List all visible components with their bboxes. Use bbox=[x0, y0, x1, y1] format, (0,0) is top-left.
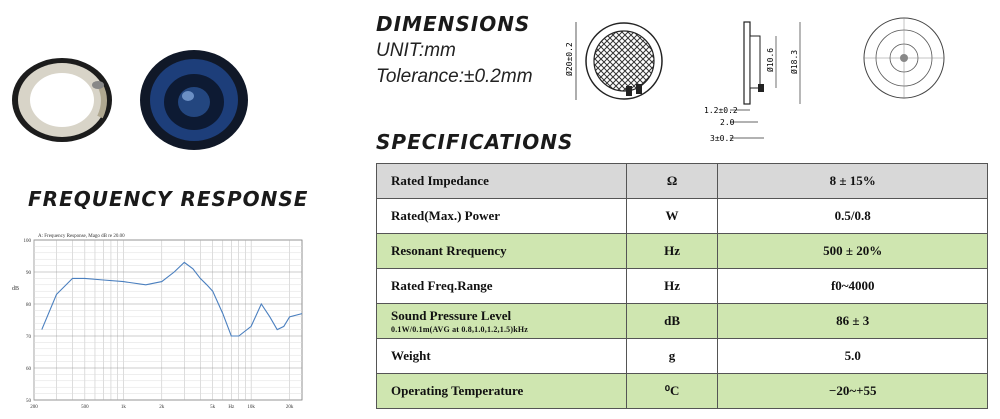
spec-row bbox=[377, 339, 988, 374]
spec-value: −20~+55 bbox=[718, 374, 988, 409]
inner-diameter-label: Ø10.6 bbox=[766, 47, 775, 72]
graph-y-tick: 80 bbox=[26, 303, 31, 308]
spec-row bbox=[377, 304, 988, 339]
graph-y-tick: 60 bbox=[26, 367, 31, 372]
spec-unit: dB bbox=[626, 304, 718, 339]
spec-param-label: Rated Impedance bbox=[391, 173, 489, 188]
dimensions-heading: DIMENSIONS bbox=[376, 12, 531, 36]
spec-param-label: Sound Pressure Level bbox=[391, 308, 512, 323]
graph-x-tick: 1k bbox=[120, 405, 126, 410]
graph-x-tick: Hz bbox=[228, 405, 235, 410]
spec-param bbox=[377, 234, 627, 269]
rear-view-drawing bbox=[862, 16, 946, 100]
spec-row bbox=[377, 234, 988, 269]
side-view-drawing bbox=[700, 14, 812, 154]
spec-unit: Hz bbox=[626, 234, 718, 269]
spec-value: 500 ± 20% bbox=[718, 234, 988, 269]
spec-param bbox=[377, 304, 627, 339]
spec-row bbox=[377, 374, 988, 409]
spec-unit: Ω bbox=[626, 164, 718, 199]
spec-row bbox=[377, 269, 988, 304]
spec-row bbox=[377, 199, 988, 234]
spec-value: f0~4000 bbox=[718, 269, 988, 304]
spec-param-label: Rated(Max.) Power bbox=[391, 208, 501, 223]
spec-param bbox=[377, 339, 627, 374]
spec-unit: W bbox=[626, 199, 718, 234]
graph-x-tick: 200 bbox=[30, 405, 38, 410]
body-diameter-label: Ø18.3 bbox=[790, 49, 799, 74]
specifications-heading: SPECIFICATIONS bbox=[376, 130, 574, 154]
spec-param-sublabel: 0.1W/0.1m(AVG at 0.8,1.0,1.2,1.5)kHz bbox=[391, 325, 529, 334]
graph-ylabel: dB bbox=[12, 286, 20, 292]
dim-c-label: 3±0.2 bbox=[710, 134, 735, 143]
spec-param bbox=[377, 374, 627, 409]
graph-x-tick: 20k bbox=[285, 405, 294, 410]
front-view-drawing bbox=[562, 14, 672, 108]
spec-param-label: Weight bbox=[391, 348, 431, 363]
speaker-ring-photo bbox=[8, 55, 116, 145]
graph-x-tick: 10k bbox=[247, 405, 255, 410]
spec-param bbox=[377, 199, 627, 234]
graph-y-tick: 90 bbox=[26, 271, 31, 276]
spec-value: 5.0 bbox=[718, 339, 988, 374]
spec-param-label: Operating Temperature bbox=[391, 383, 524, 398]
graph-x-tick: 500 bbox=[81, 405, 89, 410]
spec-param bbox=[377, 269, 627, 304]
spec-param-label: Rated Freq.Range bbox=[391, 278, 493, 293]
graph-x-tick: 5k bbox=[210, 405, 216, 410]
spec-value: 8 ± 15% bbox=[718, 164, 988, 199]
frequency-response-graph bbox=[8, 230, 308, 415]
graph-y-tick: 100 bbox=[23, 239, 31, 244]
spec-row bbox=[377, 164, 988, 199]
dim-b-label: 2.0 bbox=[720, 118, 735, 127]
unit-text: UNIT:mm bbox=[376, 40, 456, 61]
speaker-cone-photo bbox=[138, 48, 250, 152]
spec-param-label: Resonant Rrequency bbox=[391, 243, 507, 258]
spec-unit: g bbox=[626, 339, 718, 374]
outer-diameter-label: Ø20±0.2 bbox=[565, 42, 574, 76]
spec-unit: Hz bbox=[626, 269, 718, 304]
spec-param bbox=[377, 164, 627, 199]
graph-x-tick: 2k bbox=[159, 405, 165, 410]
graph-y-tick: 70 bbox=[26, 335, 31, 340]
frequency-response-heading: FREQUENCY RESPONSE bbox=[28, 187, 309, 211]
graph-caption: A: Frequency Response, Mago dB re 20.00 bbox=[38, 234, 125, 239]
spec-unit: ⁰C bbox=[626, 374, 718, 409]
tolerance-text: Tolerance:±0.2mm bbox=[376, 66, 533, 87]
specifications-table bbox=[376, 163, 988, 409]
spec-value: 86 ± 3 bbox=[718, 304, 988, 339]
spec-value: 0.5/0.8 bbox=[718, 199, 988, 234]
dim-a-label: 1.2±0.2 bbox=[704, 106, 738, 115]
graph-y-tick: 50 bbox=[26, 399, 31, 404]
